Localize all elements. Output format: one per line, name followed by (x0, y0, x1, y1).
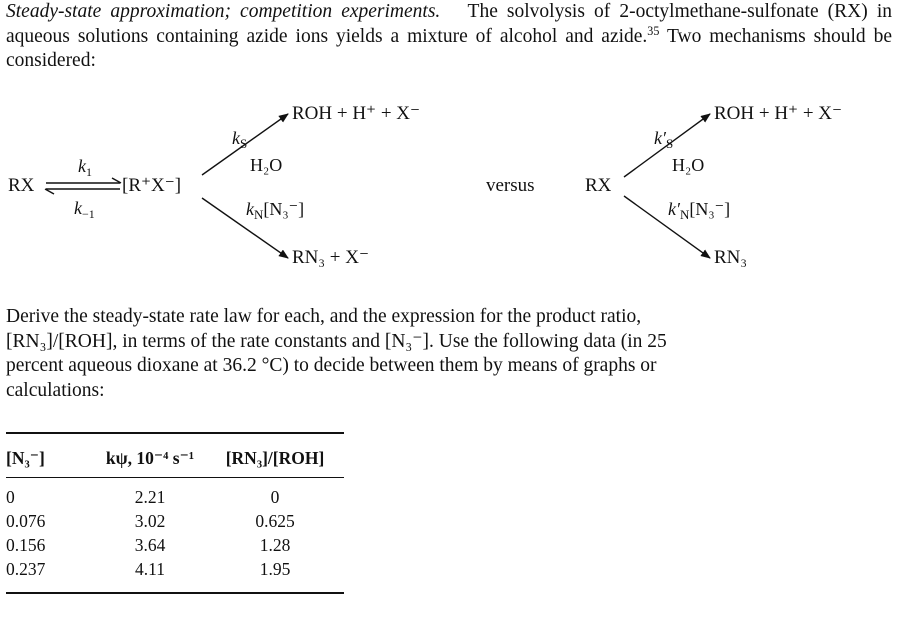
reaction-schemes (0, 100, 900, 280)
cell-ratio: 0.625 (255, 511, 295, 531)
cell-azide: 0.156 (6, 535, 46, 555)
cell-rate: 3.64 (134, 535, 166, 555)
scheme2-reactant: RX (585, 175, 612, 196)
cell-azide: 0.237 (6, 557, 94, 593)
cell-rate: 2.21 (134, 487, 166, 507)
scheme1-product-top: ROH + H⁺ + X⁻ (292, 103, 421, 124)
scheme2-product-bottom: RN₃ (714, 247, 748, 268)
footnote-ref: 35 (647, 23, 660, 38)
ks-prime-label: $k'_S$ (654, 128, 674, 151)
instructions-line: Derive the steady-state rate law for each, and the expression for the product ratio, (6, 306, 642, 327)
table-header-row (6, 433, 344, 478)
data-table-container (6, 432, 346, 594)
cell-ratio: 1.28 (259, 535, 291, 555)
versus-label: versus (486, 175, 535, 196)
k1-label: $k_1$ (78, 156, 92, 179)
cell-rate: 3.02 (134, 511, 166, 531)
ks-label: $k_S$ (232, 128, 248, 151)
cell-azide: 0.076 (6, 511, 46, 531)
equilibrium-arrows (45, 178, 121, 194)
instructions-line: calculations: (6, 379, 105, 401)
intro-paragraph (6, 0, 892, 74)
cell-ratio: 1.95 (206, 557, 344, 593)
intro-heading: Steady-state approximation; competition experiments. (6, 1, 441, 22)
table-row (6, 533, 344, 557)
cell-ratio: 0 (270, 487, 280, 507)
data-table (6, 432, 344, 594)
cell-rate: 4.11 (94, 557, 206, 593)
scheme1-water: H₂O (250, 155, 283, 175)
kn-label: $k_N[N_3^-]$ (246, 199, 305, 222)
header-rate: kψ, 10⁻⁴ s⁻¹ (94, 433, 206, 478)
scheme-1 (8, 103, 420, 268)
header-ratio: [RN₃]/[ROH] (206, 433, 344, 478)
scheme-2 (585, 103, 842, 268)
scheme1-intermediate: [R⁺X⁻] (122, 175, 182, 196)
kminus1-label: $k_{-1}$ (74, 198, 95, 221)
scheme2-water: H₂O (672, 155, 705, 175)
instructions-paragraph (6, 305, 892, 403)
intro-text-2: Two mechanisms should be considered: (6, 25, 892, 71)
header-azide: [N₃⁻] (6, 433, 94, 478)
instructions-line: percent aqueous dioxane at 36.2 °C) to decide between them by means of graphs or (6, 355, 657, 376)
intro-text: The solvolysis of 2-octylmethane-sulfonate (RX) in aqueous solutions containing azide ions yields a mixture of alcohol and azide. (6, 1, 892, 47)
scheme2-product-top: ROH + H⁺ + X⁻ (714, 103, 843, 124)
table-row (6, 557, 344, 593)
table-row (6, 478, 344, 510)
instructions-line: [RN₃]/[ROH], in terms of the rate constants and [N₃⁻]. Use the following data (in 25 (6, 330, 667, 352)
scheme1-reactant: RX (8, 175, 35, 196)
cell-azide: 0 (6, 487, 15, 507)
kn-prime-label: $k'_N[N_3^-]$ (668, 199, 731, 222)
table-row (6, 509, 344, 533)
scheme1-product-bottom: RN₃ + X⁻ (292, 247, 369, 268)
